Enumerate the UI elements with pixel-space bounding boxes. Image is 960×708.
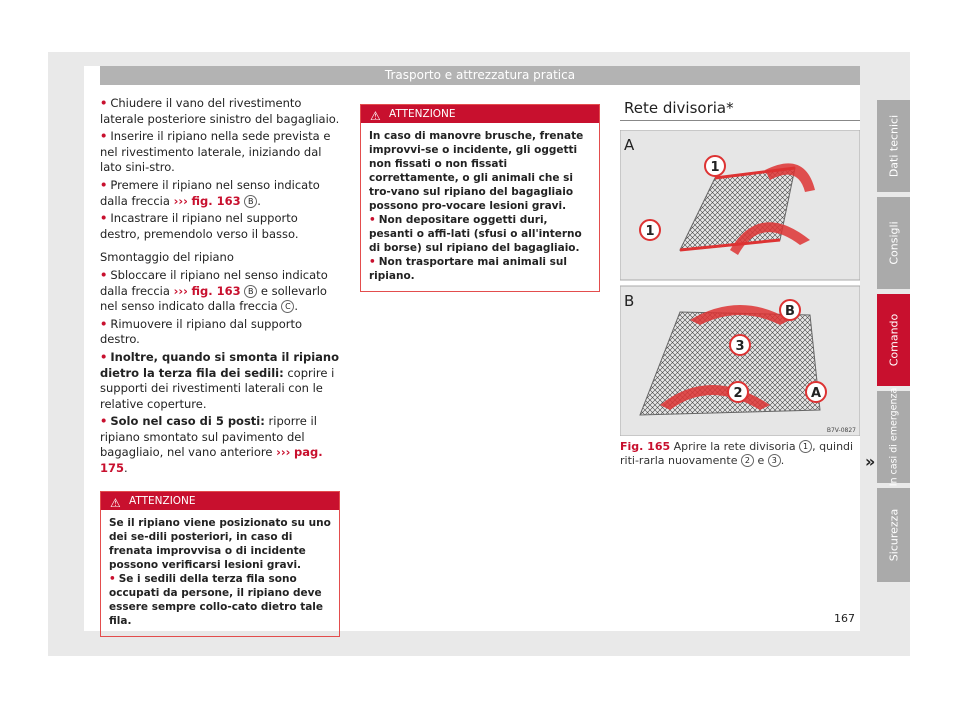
bullet-dot: • [100,267,108,282]
section-title: Rete divisoria* [620,96,860,121]
bullet-item: • Premere il ripiano nel senso indicato dalla freccia ››› fig. 163 B . [100,177,320,208]
warning-title: ATTENZIONE [129,494,196,507]
cross-ref-arrow[interactable]: ››› [173,193,188,208]
warning-body [361,123,599,291]
figure-link[interactable]: fig. 163 [191,283,241,298]
subheading: Smontaggio del ripiano [100,250,234,265]
tab-emergenza[interactable] [877,387,910,487]
bullet-text: Sbloccare il ripiano nel senso indicato dalla freccia [100,267,328,298]
warning-bullet-text: Se i sedili della terza fila sono occupati da persone, il ripiano deve essere sempre collo-cato dietro tale fila. [109,572,324,627]
key-marker: B [244,285,257,298]
key-marker: 2 [741,454,754,467]
bullet-text: Inserire il ripiano nella sede prevista e nel rivestimento laterale, iniziando dal lato sini-stro. [100,129,331,175]
caption-text: , quindi riti-rarla nuovamente [620,440,854,467]
bullet-dot: • [109,572,116,585]
page-link[interactable]: pag. 175 [100,445,323,476]
callout-text: A [810,386,822,401]
page-number: 167 [834,612,855,625]
figure-165 [620,130,860,436]
callout-text: 1 [645,224,655,239]
figure-caption [620,440,860,468]
bullet-text: Incastrare il ripiano nel supporto destro, premendolo verso il basso. [100,211,299,241]
warning-bullet [369,213,591,255]
callout-text: 3 [735,339,745,354]
bullet-bold-text: Solo nel caso di 5 posti: [110,414,265,429]
warning-bullet-text: Non trasportare mai animali sul ripiano. [369,256,567,282]
tab-label: Dati tecnici [887,114,900,178]
tab-comando[interactable] [877,294,910,386]
key-marker: 3 [768,454,781,467]
tab-label: In casi di emergenza [888,387,899,487]
warning-triangle-icon: ⚠ [110,495,121,510]
bullet-item [100,350,340,412]
warning-box [360,104,600,292]
bullet-item [100,96,340,127]
warning-bullet-text: Non depositare oggetti duri, pesanti o affi-lati (sfusi o all'interno di borse) sul ripiano del bagagliaio. [369,214,582,254]
callout-text: 2 [733,386,743,401]
warning-paragraph: In caso di manovre brusche, frenate improvvi-se o incidente, gli oggetti non fissati o non fissati correttamente, o gli animali che si tro-vano sul ripiano del bagagliaio possono pro-vocare lesioni gravi. [369,130,584,212]
panel-b-letter: B [624,292,635,310]
bullet-text: coprire i supporti dei rivestimenti laterali con le relative coperture. [100,365,335,411]
callout-text: B [785,304,795,319]
key-marker: B [244,195,257,208]
figure-code: B7V-0827 [826,427,856,434]
key-marker: 1 [799,440,812,453]
warning-bullet [109,572,331,628]
bullet-dot: • [100,414,108,429]
bullet-dot: • [100,316,108,331]
caption-text: . [780,454,785,467]
tab-label: Consigli [887,221,900,265]
caption-text: Aprire la rete divisoria [673,440,796,453]
bullet-text: Chiudere il vano del rivestimento laterale posteriore sinistro del bagagliaio. [100,96,340,126]
tab-label: Sicurezza [887,508,900,562]
cross-ref-arrow[interactable]: ››› [173,283,188,298]
caption-text: e [757,454,765,467]
panel-a [620,130,860,280]
continue-marker: » [865,452,876,471]
cross-ref-arrow[interactable]: ››› [276,445,291,460]
bullet-text: riporre il ripiano smontato sul pavimento del bagagliaio, nel vano anteriore [100,414,317,460]
bullet-item [100,129,340,176]
warning-bullet [369,255,591,283]
warning-triangle-icon: ⚠ [370,109,381,123]
figure-link[interactable]: fig. 163 [191,193,241,208]
bullet-item: • Solo nel caso di 5 posti: riporre il ripiano smontato sul pavimento del bagagliaio, nel vano anteriore ››› pag. 175. [100,414,323,476]
column-left [100,96,340,637]
figure-illustration [620,130,860,436]
panel-a-letter: A [624,136,635,154]
warning-header [361,105,599,123]
tab-consigli[interactable] [877,197,910,289]
bullet-dot: • [100,349,108,364]
warning-title: ATTENZIONE [389,108,456,120]
section-header: Trasporto e attrezzatura pratica [100,66,860,85]
bullet-dot: • [100,129,108,144]
bullet-text: Premere il ripiano nel senso indicato dalla freccia [100,177,320,208]
column-right [620,96,860,127]
bullet-text: Rimuovere il ripiano dal supporto destro. [100,316,303,347]
bullet-bold-text: Inoltre, quando si smonta il ripiano dietro la terza fila dei sedili: [100,349,340,380]
caption-figure-number: Fig. 165 [620,440,671,453]
bullet-dot: • [100,96,108,110]
bullet-dot: • [369,214,376,226]
callout-text: 1 [710,160,720,175]
bullet-text: e sollevarlo nel senso indicato dalla freccia [100,283,327,314]
bullet-item: • Sbloccare il ripiano nel senso indicato dalla freccia ››› fig. 163 B e sollevarlo nel senso indicato dalla freccia C . [100,267,328,314]
bullet-item [100,317,340,348]
warning-body [101,510,339,636]
column-middle [360,96,600,292]
warning-box [100,491,340,637]
bullet-item [100,211,340,242]
bullet-dot: • [100,211,108,226]
tab-sicurezza[interactable] [877,488,910,582]
tab-label: Comando [887,313,900,367]
tab-dati-tecnici[interactable] [877,100,910,192]
key-marker: C [281,300,294,313]
bullet-dot: • [100,177,108,192]
warning-paragraph: Se il ripiano viene posizionato su uno dei se-dili posteriori, in caso di frenata improvvisa o di incidente possono verificarsi lesioni gravi. [109,516,331,571]
panel-b [620,286,860,436]
warning-header [101,492,339,510]
bullet-dot: • [369,256,376,268]
